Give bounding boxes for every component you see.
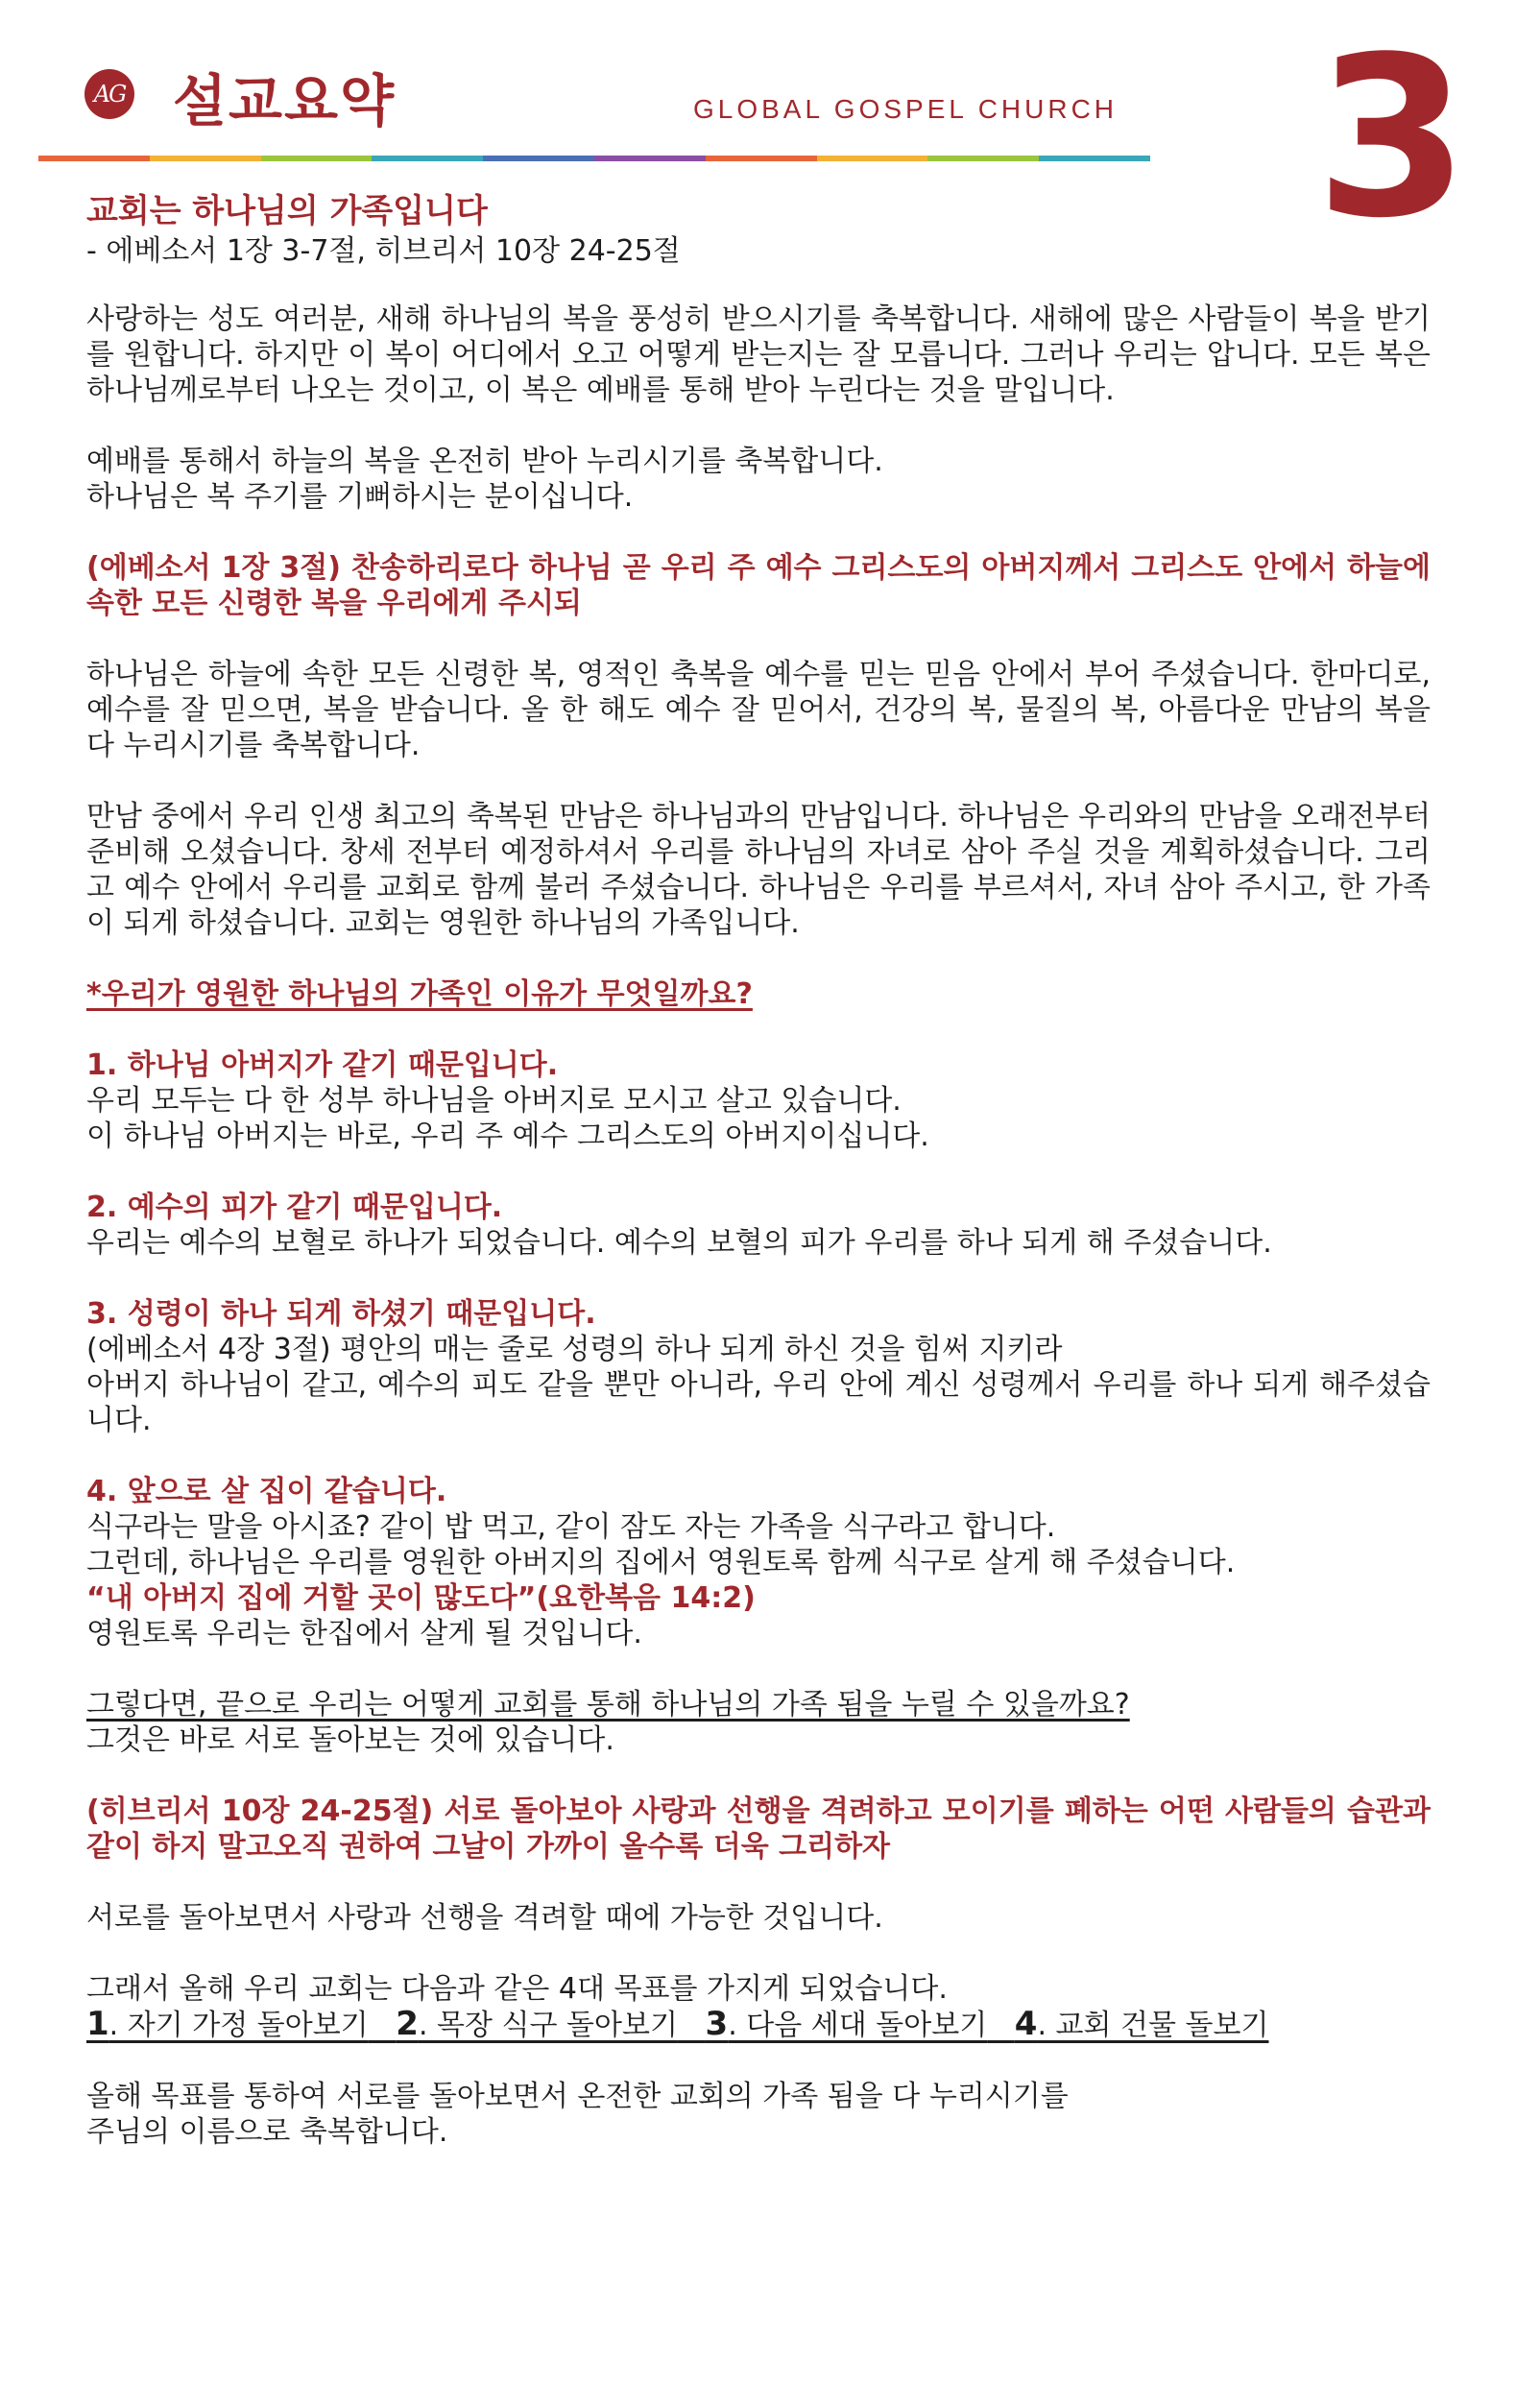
point-text: (에베소서 4장 3절) 평안의 매는 줄로 성령의 하나 되게 하신 것을 힘써 지키라 bbox=[86, 1333, 1063, 1366]
point-text: 그런데, 하나님은 우리를 영원한 아버지의 집에서 영원토록 함께 식구로 살게 해 주셨습니다. bbox=[86, 1546, 1236, 1579]
goal-item: 1. 자기 가정 돌아보기 bbox=[86, 2005, 369, 2043]
church-logo: AG bbox=[84, 69, 134, 119]
meeting-paragraph: 만남 중에서 우리 인생 최고의 축복된 만남은 하나님과의 만남입니다. 하나님은 우리와의 만남을 오래전부터 준비해 오셨습니다. 창세 전부터 예정하셔서 우리를 하나님의 자녀로 삼아 주실 것을 계획하셨습니다. 그리고 예수 안에서 우리를 교회로 함께 불러 주셨습니다. 하나님은 우리를 부르셔서, 자녀 삼아 주시고, 한 가족이 되게 하셨습니다. 교회는 영원한 하나님의 가족입니다. bbox=[86, 800, 1431, 940]
color-divider-segment bbox=[594, 156, 706, 161]
final-line: 올해 목표를 통하여 서로를 돌아보면서 온전한 교회의 가족 됨을 다 누리시기를 bbox=[86, 2080, 1069, 2113]
color-divider-segment bbox=[261, 156, 373, 161]
point-text: 우리 모두는 다 한 성부 하나님을 아버지로 모시고 살고 있습니다. bbox=[86, 1084, 902, 1118]
point-text: 식구라는 말을 아시죠? 같이 밥 먹고, 같이 잠도 자는 가족을 식구라고 합니다. bbox=[86, 1510, 1056, 1544]
goals-block bbox=[86, 1971, 1431, 2043]
color-divider-segment bbox=[706, 156, 817, 161]
question-heading: *우리가 영원한 하나님의 가족인 이유가 무엇일까요? bbox=[86, 977, 753, 1011]
point-2 bbox=[86, 1190, 1431, 1261]
color-divider-segment bbox=[927, 156, 1039, 161]
goal-item: 3. 다음 세대 돌아보기 bbox=[705, 2005, 988, 2043]
scripture-reference: - 에베소서 1장 3-7절, 히브리서 10장 24-25절 bbox=[86, 234, 681, 268]
point-heading: 3. 성령이 하나 되게 하셨기 때문입니다. bbox=[86, 1297, 596, 1331]
point-text: 이 하나님 아버지는 바로, 우리 주 예수 그리스도의 아버지이십니다. bbox=[86, 1120, 929, 1153]
goals-intro: 그래서 올해 우리 교회는 다음과 같은 4대 목표를 가지게 되었습니다. bbox=[86, 1972, 948, 2006]
goals-list bbox=[86, 2007, 1431, 2043]
closing-answer: 그것은 바로 서로 돌아보는 것에 있습니다. bbox=[86, 1723, 614, 1757]
final-line: 주님의 이름으로 축복합니다. bbox=[86, 2115, 448, 2149]
intro-paragraph: 사랑하는 성도 여러분, 새해 하나님의 복을 풍성히 받으시기를 축복합니다. 새해에 많은 사람들이 복을 받기를 원합니다. 하지만 이 복이 어디에서 오고 어떻게 받는지는 잘 모릅니다. 그러나 우리는 압니다. 모든 복은 하나님께로부터 나오는 것이고, 이 복은 예배를 통해 받아 누린다는 것을 말입니다. bbox=[86, 302, 1431, 407]
scripture-quote: “내 아버지 집에 거할 곳이 많도다”(요한복음 14:2) bbox=[86, 1581, 756, 1615]
blessing-paragraph: 하나님은 하늘에 속한 모든 신령한 복, 영적인 축복을 예수를 믿는 믿음 안에서 부어 주셨습니다. 한마디로, 예수를 잘 믿으면, 복을 받습니다. 올 한 해도 예수 잘 믿어서, 건강의 복, 물질의 복, 아름다운 만남의 복을 다 누리시기를 축복합니다. bbox=[86, 658, 1431, 762]
closing-question: 그렇다면, 끝으로 우리는 어떻게 교회를 통해 하나님의 가족 됨을 누릴 수 있을까요? bbox=[86, 1688, 1130, 1722]
color-divider-segment bbox=[483, 156, 594, 161]
point-text: 우리는 예수의 보혈로 하나가 되었습니다. 예수의 보혈의 피가 우리를 하나 되게 해 주셨습니다. bbox=[86, 1226, 1272, 1260]
closing-block bbox=[86, 1687, 1431, 1758]
point-heading: 4. 앞으로 살 집이 같습니다. bbox=[86, 1475, 447, 1508]
point-4 bbox=[86, 1474, 1431, 1651]
final-blessing bbox=[86, 2079, 1431, 2150]
color-divider-segment bbox=[1039, 156, 1150, 161]
point-heading: 2. 예수의 피가 같기 때문입니다. bbox=[86, 1191, 503, 1224]
goal-item: 4. 교회 건물 돌보기 bbox=[1014, 2005, 1269, 2043]
point-text: 영원토록 우리는 한집에서 살게 될 것입니다. bbox=[86, 1617, 642, 1650]
sermon-content bbox=[86, 190, 1431, 2150]
point-text: 아버지 하나님이 같고, 예수의 피도 같을 뿐만 아니라, 우리 안에 계신 성령께서 우리를 하나 되게 해주셨습니다. bbox=[86, 1368, 1431, 1437]
color-divider-segment bbox=[38, 156, 150, 161]
sermon-title: 교회는 하나님의 가족입니다 bbox=[86, 192, 488, 230]
worship-line: 예배를 통해서 하늘의 복을 온전히 받아 누리시기를 축복합니다. bbox=[86, 445, 883, 478]
care-paragraph: 서로를 돌아보면서 사랑과 선행을 격려할 때에 가능한 것입니다. bbox=[86, 1901, 883, 1935]
verse-quote: (에베소서 1장 3절) 찬송하리로다 하나님 곧 우리 주 예수 그리스도의 아버지께서 그리스도 안에서 하늘에 속한 모든 신령한 복을 우리에게 주시되 bbox=[86, 551, 1431, 620]
header-title: 설교요약 bbox=[173, 68, 397, 133]
page-number: 3 bbox=[1315, 11, 1470, 267]
color-divider-bar bbox=[38, 156, 1150, 161]
point-1 bbox=[86, 1048, 1431, 1154]
point-heading: 1. 하나님 아버지가 같기 때문입니다. bbox=[86, 1048, 559, 1082]
color-divider-segment bbox=[817, 156, 928, 161]
verse-quote: (히브리서 10장 24-25절) 서로 돌아보아 사랑과 선행을 격려하고 모이기를 폐하는 어떤 사람들의 습관과 같이 하지 말고오직 권하여 그날이 가까이 올수록 더욱 그리하자 bbox=[86, 1794, 1431, 1864]
church-name: GLOBAL GOSPEL CHURCH bbox=[693, 94, 1119, 124]
color-divider-segment bbox=[372, 156, 483, 161]
point-3 bbox=[86, 1296, 1431, 1438]
worship-line: 하나님은 복 주기를 기뻐하시는 분이십니다. bbox=[86, 480, 634, 514]
goal-item: 2. 목장 식구 돌아보기 bbox=[396, 2005, 678, 2043]
color-divider-segment bbox=[150, 156, 261, 161]
worship-block bbox=[86, 444, 1431, 515]
